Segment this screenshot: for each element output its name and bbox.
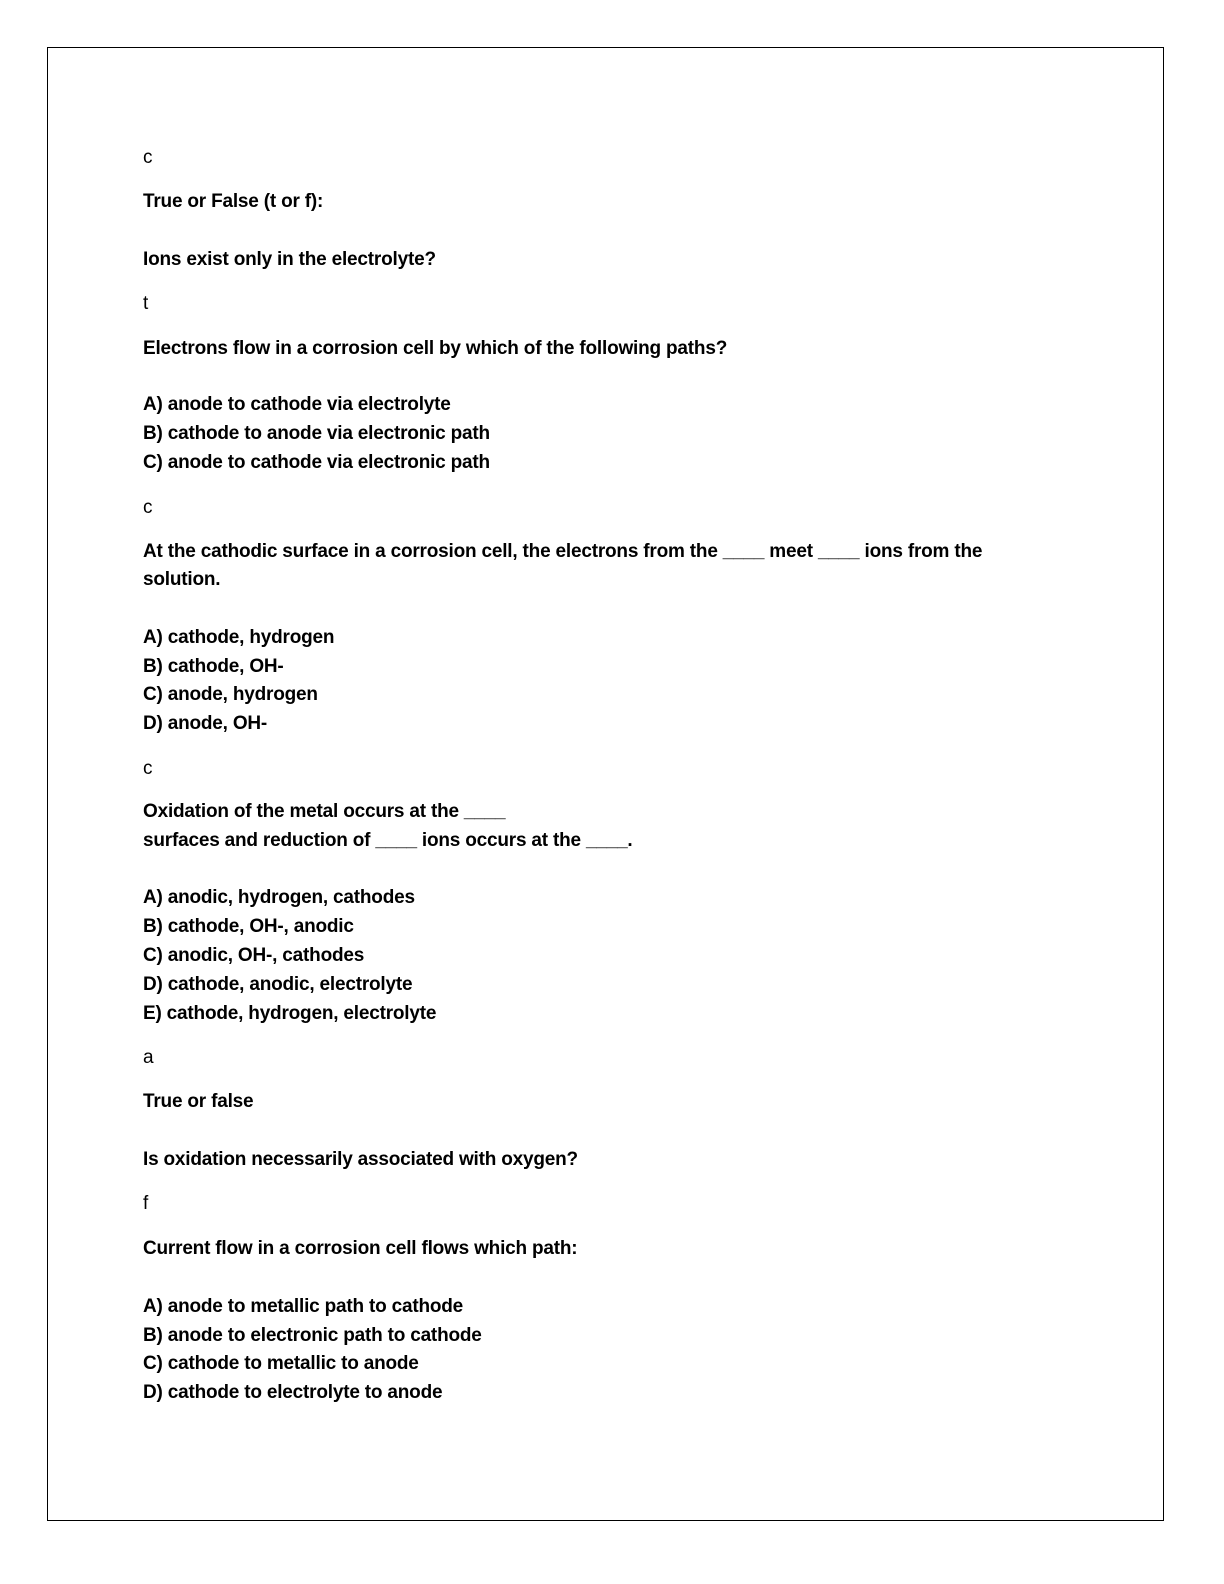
question-2-option-b: B) cathode to anode via electronic path [143, 423, 490, 444]
question-4-option-e: E) cathode, hydrogen, electrolyte [143, 1003, 437, 1024]
question-5-type: True or false [143, 1091, 254, 1112]
question-4-text-line-2: surfaces and reduction of ____ ions occurs at the ____. [143, 830, 633, 851]
question-3-option-d: D) anode, OH- [143, 713, 268, 734]
question-2-text: Electrons flow in a corrosion cell by which of the following paths? [143, 338, 728, 359]
question-6-text: Current flow in a corrosion cell flows which path: [143, 1238, 578, 1259]
question-2-option-a: A) anode to cathode via electrolyte [143, 394, 451, 415]
question-4-option-a: A) anodic, hydrogen, cathodes [143, 887, 415, 908]
question-4-option-b: B) cathode, OH-, anodic [143, 916, 354, 937]
question-4-option-d: D) cathode, anodic, electrolyte [143, 974, 413, 995]
answer-6: f [143, 1193, 149, 1214]
answer-1: c [143, 147, 153, 168]
question-5-text: Is oxidation necessarily associated with oxygen? [143, 1149, 578, 1170]
question-6-option-a: A) anode to metallic path to cathode [143, 1296, 464, 1317]
question-3-text-line-2: solution. [143, 569, 221, 590]
question-3-option-b: B) cathode, OH- [143, 656, 284, 677]
question-4-option-c: C) anodic, OH-, cathodes [143, 945, 365, 966]
question-1-text: Ions exist only in the electrolyte? [143, 249, 436, 270]
answer-2: t [143, 293, 149, 314]
answer-3: c [143, 497, 153, 518]
question-4-text-line-1: Oxidation of the metal occurs at the ____ [143, 801, 506, 822]
question-3-option-a: A) cathode, hydrogen [143, 627, 335, 648]
question-2-option-c: C) anode to cathode via electronic path [143, 452, 490, 473]
question-6-option-b: B) anode to electronic path to cathode [143, 1325, 482, 1346]
answer-4: c [143, 758, 153, 779]
question-3-option-c: C) anode, hydrogen [143, 684, 318, 705]
question-1-type: True or False (t or f): [143, 191, 324, 212]
question-3-text-line-1: At the cathodic surface in a corrosion cell, the electrons from the ____ meet ____ ions from the [143, 541, 983, 562]
question-6-option-c: C) cathode to metallic to anode [143, 1353, 419, 1374]
answer-5: a [143, 1047, 154, 1068]
question-6-option-d: D) cathode to electrolyte to anode [143, 1382, 443, 1403]
